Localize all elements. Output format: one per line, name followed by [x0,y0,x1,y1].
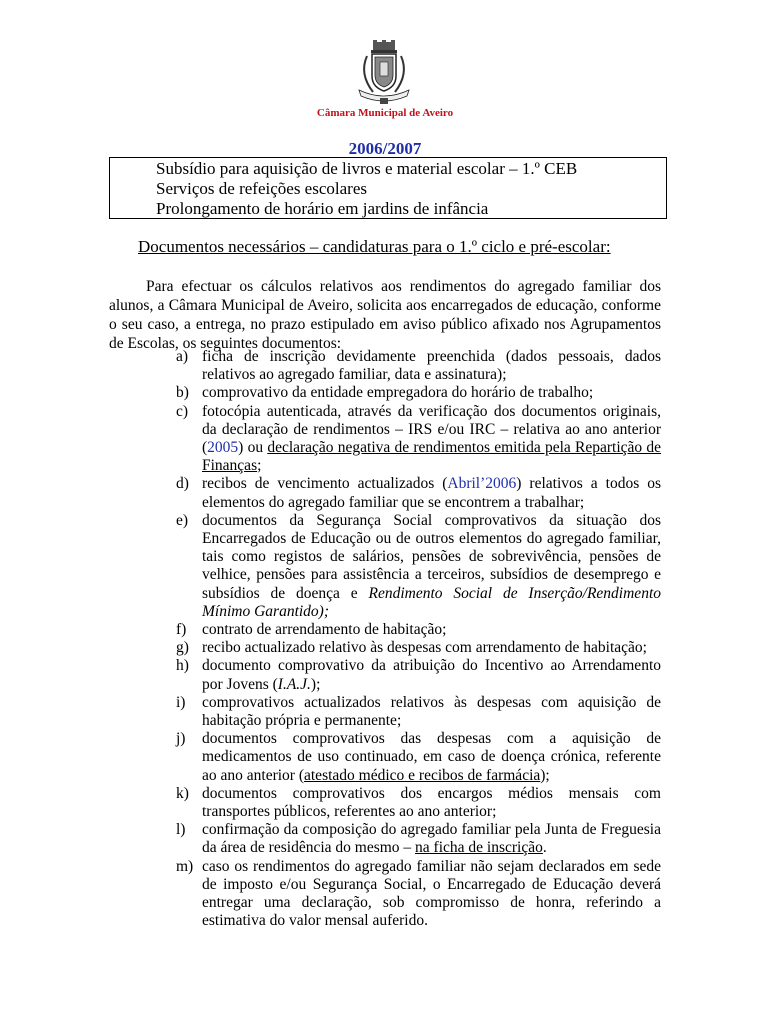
underlined-text: declaração negativa de rendimentos emitida pela Repartição de Finanças [202,439,662,475]
item-text: confirmação da composição do agregado familiar pela Junta de Freguesia da área de residência do mesmo – [202,821,661,857]
item-text: ) ou [238,439,268,457]
school-year: 2006/2007 [348,139,422,158]
italic-text: I.A.J. [277,675,311,693]
list-item [176,730,661,785]
intro-text: Para efectuar os cálculos relativos aos rendimentos do agregado familiar dos alunos, a Câmara Municipal de Aveiro, solicita aos encarregados de educação, conforme o seu caso, a entrega, no prazo estipulado em aviso público afixado nos Agrupamentos de Escolas, os seguintes documentos: [109,278,661,352]
item-text: documentos da Segurança Social comprovativos da situação dos Encarregados de Educação ou de outros elementos do agregado familiar, tais como registos de salários, pensões de sobrevivência, pensões de velhice, pensões para assistência a terceiros, subsídios de desemprego e subsídios de doença e [202,511,661,602]
item-text: fotocópia autenticada, através da verificação dos documentos originais, da declaração de rendimentos – IRS e/ou IRC – relativa ao ano anterior ( [202,402,661,457]
item-text: ; [257,457,262,475]
documents-list [176,348,661,931]
item-text: ); [310,675,321,693]
item-text: ); [540,766,550,784]
item-text: . [542,839,547,857]
section-subtitle: Documentos necessários – candidaturas para o 1.º ciclo e pré-escolar: [138,237,611,256]
list-item [176,403,661,476]
item-letter: l) [176,821,186,839]
reference-year: 2005 [207,439,239,457]
item-letter: e) [176,511,189,529]
list-item [176,348,661,384]
item-text: comprovativos actualizados relativos às despesas com aquisição de habitação própria e permanente; [202,693,661,730]
item-text: ) relativos a todos os elementos do agregado familiar que se encontrem a trabalhar; [202,475,661,511]
item-letter: h) [176,657,189,675]
item-letter: g) [176,639,189,657]
item-text: documentos comprovativos dos encargos médios mensais com transportes públicos, referentes ao ano anterior; [202,784,661,821]
item-letter: m) [176,857,194,875]
underlined-text: atestado médico e recibos de farmácia [304,766,541,784]
list-item [176,785,661,821]
item-text: contrato de arrendamento de habitação; [202,621,447,639]
item-text: caso os rendimentos do agregado familiar não sejam declarados em sede de imposto e/ou Segurança Social, o Encarregado de Educação deverá entregar uma declaração, sob compromisso de honra, referindo a estimativa do valor mensal auferido. [202,857,661,930]
list-item [176,639,661,657]
list-item [176,657,661,693]
list-item [176,694,661,730]
list-item [176,384,661,402]
item-letter: f) [176,621,187,639]
list-item [176,621,661,639]
box-line: Prolongamento de horário em jardins de infância [156,199,489,218]
item-text: comprovativo da entidade empregadora do horário de trabalho; [202,384,594,402]
item-text: documentos comprovativos das despesas com a aquisição de medicamentos de uso continuado, em caso de doença crónica, referente ao ano anterior ( [202,730,661,784]
list-item [176,858,661,931]
italic-text: Rendimento Social de Inserção/Rendimento Mínimo Garantido); [202,584,661,620]
services-box [109,157,667,219]
item-letter: j) [176,730,186,748]
coat-of-arms-icon [351,40,417,106]
list-item [176,821,661,857]
box-line: Subsídio para aquisição de livros e material escolar – 1.º CEB [156,159,578,178]
intro-paragraph [109,277,661,353]
item-text: recibo actualizado relativo às despesas com arrendamento de habitação; [202,639,647,657]
item-letter: d) [176,475,189,493]
list-item [176,512,661,621]
item-letter: c) [176,402,189,420]
item-letter: k) [176,784,189,802]
item-text: ficha de inscrição devidamente preenchida (dados pessoais, dados relativos ao agregado familiar, data e assinatura); [202,348,661,384]
item-text: documento comprovativo da atribuição do Incentivo ao Arrendamento por Jovens ( [202,657,661,693]
list-item [176,475,661,511]
box-line: Serviços de refeições escolares [156,179,367,198]
item-text: recibos de vencimento actualizados ( [202,475,448,493]
item-letter: a) [176,348,189,365]
item-letter: i) [176,693,186,711]
underlined-text: na ficha de inscrição [415,839,543,857]
reference-date: Abril’2006 [447,475,517,493]
organization-name: Câmara Municipal de Aveiro [316,107,454,119]
item-letter: b) [176,384,189,402]
